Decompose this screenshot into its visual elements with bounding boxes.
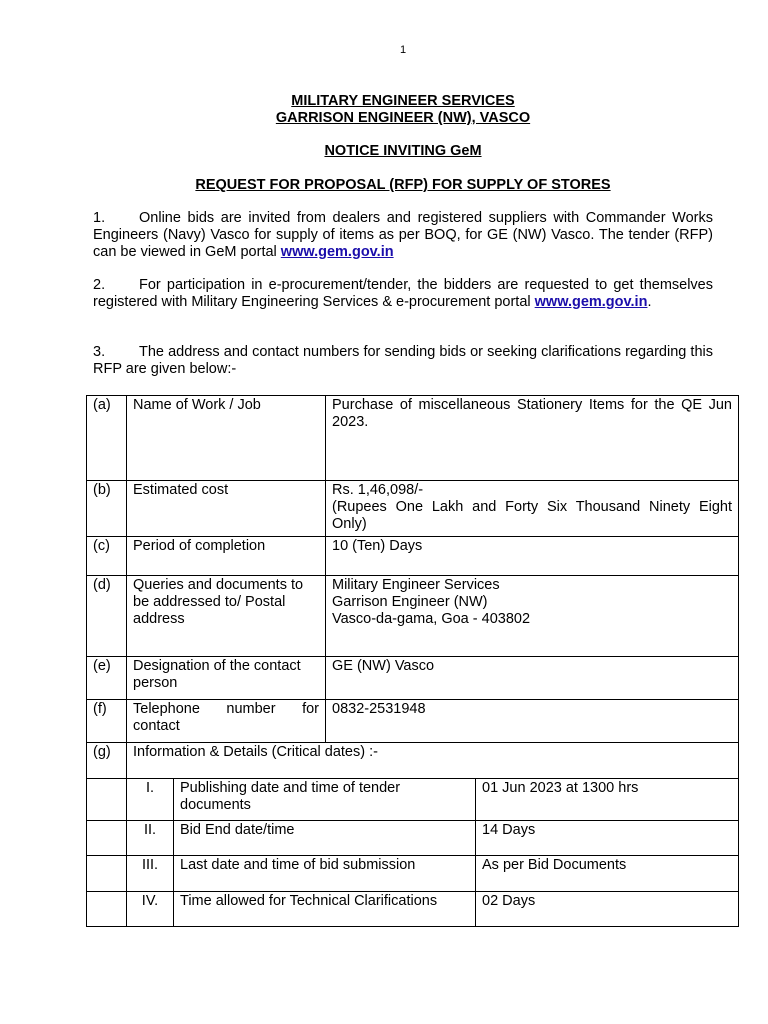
table-row	[87, 821, 739, 856]
row-value: 0832-2531948	[326, 700, 739, 743]
row-label: Estimated cost	[127, 481, 326, 537]
date-value: 02 Days	[476, 892, 739, 927]
table-row	[87, 700, 739, 743]
org-header	[93, 93, 713, 127]
estimated-cost-value: Rs. 1,46,098/-	[332, 482, 424, 498]
gem-portal-link[interactable]: www.gem.gov.in	[280, 243, 394, 260]
indent-cell	[87, 856, 127, 892]
row-label: Information & Details (Critical dates) :-	[127, 743, 739, 779]
paragraph-number: 1.	[93, 210, 106, 226]
notice-title: NOTICE INVITING GeM	[324, 143, 482, 159]
row-label: Queries and documents to be addressed to/ Postal address	[127, 576, 326, 657]
paragraph-suffix: .	[647, 293, 652, 310]
critical-dates-table	[86, 778, 739, 927]
table-row	[87, 856, 739, 892]
paragraph-1	[93, 210, 713, 260]
paragraph-number: 2.	[93, 277, 106, 293]
paragraph-text: For participation in e-procurement/tender, the bidders are requested to get themselves registered with Military Engineering Services & e-procurement portal	[93, 277, 713, 310]
row-value: 10 (Ten) Days	[326, 537, 739, 576]
estimated-cost-words: (Rupees One Lakh and Forty Six Thousand Ninety Eight Only)	[332, 498, 732, 532]
row-value: GE (NW) Vasco	[326, 657, 739, 700]
date-value: 14 Days	[476, 821, 739, 856]
paragraph-text: The address and contact numbers for sending bids or seeking clarifications regarding this RFP are given below:-	[93, 344, 713, 377]
row-label: Period of completion	[127, 537, 326, 576]
org-line-2: GARRISON ENGINEER (NW), VASCO	[275, 110, 531, 126]
date-label: Last date and time of bid submission	[174, 856, 476, 892]
row-value: Purchase of miscellaneous Stationery Items for the QE Jun 2023.	[326, 396, 739, 481]
address-line-1: Military Engineer Services	[332, 577, 500, 593]
rfp-title: REQUEST FOR PROPOSAL (RFP) FOR SUPPLY OF STORES	[195, 177, 611, 193]
address-line-2: Garrison Engineer (NW)	[332, 593, 488, 610]
date-num: I.	[127, 779, 174, 821]
date-label: Time allowed for Technical Clarifications	[174, 892, 476, 927]
table-row	[87, 481, 739, 537]
table-row	[87, 892, 739, 927]
paragraph-3	[93, 344, 713, 378]
row-value	[326, 576, 739, 657]
row-id: (d)	[87, 576, 127, 657]
table-row	[87, 537, 739, 576]
date-num: III.	[127, 856, 174, 892]
row-id: (c)	[87, 537, 127, 576]
indent-cell	[87, 892, 127, 927]
org-line-1: MILITARY ENGINEER SERVICES	[291, 93, 515, 109]
table-row	[87, 743, 739, 779]
paragraph-2	[93, 277, 713, 311]
date-value: As per Bid Documents	[476, 856, 739, 892]
paragraph-text: Online bids are invited from dealers and registered suppliers with Commander Works Engineers (Navy) Vasco for supply of items as per BOQ, for GE (NW) Vasco. The tender (RFP) can be viewed in GeM portal	[93, 210, 713, 260]
row-id: (f)	[87, 700, 127, 743]
row-id: (g)	[87, 743, 127, 779]
table-row	[87, 396, 739, 481]
table-row	[87, 779, 739, 821]
date-value: 01 Jun 2023 at 1300 hrs	[476, 779, 739, 821]
page-number: 1	[399, 44, 407, 56]
row-id: (b)	[87, 481, 127, 537]
row-label: Designation of the contact person	[127, 657, 326, 700]
gem-portal-link[interactable]: www.gem.gov.in	[534, 293, 648, 310]
row-label: Name of Work / Job	[127, 396, 326, 481]
paragraph-number: 3.	[93, 344, 106, 360]
row-value	[326, 481, 739, 537]
date-num: IV.	[127, 892, 174, 927]
contact-details-table	[86, 395, 739, 779]
row-id: (e)	[87, 657, 127, 700]
address-line-3: Vasco-da-gama, Goa - 403802	[332, 610, 531, 627]
indent-cell	[87, 779, 127, 821]
row-label: Telephone number for contact	[127, 700, 326, 743]
table-row	[87, 576, 739, 657]
date-label: Publishing date and time of tender documents	[174, 779, 476, 821]
indent-cell	[87, 821, 127, 856]
row-id: (a)	[87, 396, 127, 481]
table-row	[87, 657, 739, 700]
date-label: Bid End date/time	[174, 821, 476, 856]
date-num: II.	[127, 821, 174, 856]
